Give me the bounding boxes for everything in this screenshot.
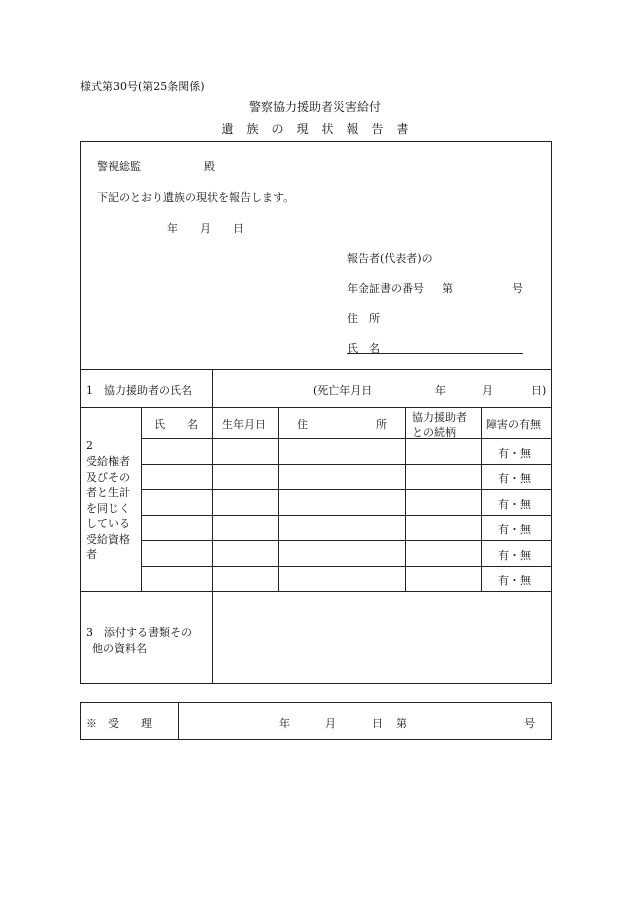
- header-address-a: 住: [297, 418, 308, 431]
- section2-label-line: 受給権者: [86, 455, 130, 468]
- row-line: [141, 489, 552, 490]
- disability-value: 有・無: [498, 574, 531, 587]
- section1-label: 1 協力援助者の氏名: [86, 384, 192, 397]
- intro-text: 下記のとおり遺族の現状を報告します。: [97, 191, 295, 204]
- reporter-name-underline: [347, 353, 523, 354]
- pension-number-prefix: 第: [442, 282, 453, 295]
- receipt-number-prefix: 第: [396, 717, 407, 730]
- col-line: [212, 407, 213, 591]
- form-id: 様式第30号(第25条関係): [80, 80, 205, 93]
- section2-label-line: している: [86, 517, 130, 530]
- death-date-label: (死亡年月日: [313, 384, 373, 397]
- form-subtitle: 遺族の現状報告書: [221, 122, 422, 136]
- disability-value: 有・無: [498, 447, 531, 460]
- header-address-b: 所: [376, 418, 387, 431]
- disability-value: 有・無: [498, 498, 531, 511]
- pension-number-label: 年金証書の番号: [347, 282, 424, 295]
- section3-divider: [212, 591, 213, 683]
- section2-label-line: 受給資格: [86, 532, 130, 546]
- receipt-number-suffix: 号: [524, 717, 535, 730]
- section1-top-line: [80, 369, 552, 370]
- section3-top-line: [80, 591, 552, 592]
- header-birthdate: 生年月日: [222, 418, 266, 431]
- reporter-label: 報告者(代表者)の: [347, 252, 433, 265]
- col-line: [278, 407, 279, 591]
- death-month-label: 月: [482, 384, 493, 397]
- disability-value: 有・無: [498, 549, 531, 562]
- header-name-b: 名: [187, 418, 198, 431]
- honorific: 殿: [204, 160, 215, 173]
- section1-divider: [212, 369, 213, 407]
- receipt-month: 月: [325, 717, 336, 730]
- section2-label-line: を同じく: [86, 501, 130, 515]
- row-line: [141, 464, 552, 465]
- header-relation-line2: との続柄: [412, 426, 456, 439]
- row-line: [141, 515, 552, 516]
- header-name-a: 氏: [154, 418, 165, 431]
- form-title: 警察協力援助者災害給付: [248, 100, 381, 114]
- header-disability: 障害の有無: [486, 418, 541, 431]
- receipt-label: ※ 受 理: [86, 717, 152, 730]
- receipt-year: 年: [279, 717, 290, 730]
- col-line: [481, 407, 482, 591]
- col-line: [141, 407, 142, 591]
- disability-value: 有・無: [498, 523, 531, 536]
- section3-label-line2: 他の資料名: [92, 642, 147, 655]
- receipt-divider: [178, 702, 179, 740]
- receipt-day: 日: [372, 717, 383, 730]
- addressee: 警視総監: [97, 160, 141, 173]
- death-day-label: 日): [531, 384, 547, 397]
- report-date: 年 月 日: [167, 222, 244, 235]
- section2-label: [86, 454, 130, 563]
- row-line: [141, 566, 552, 567]
- section2-header-bottom: [141, 438, 552, 439]
- col-line: [405, 407, 406, 591]
- section3-label-line1: 3 添付する書類その: [86, 626, 192, 639]
- row-line: [141, 540, 552, 541]
- section2-label-line: 者: [86, 548, 97, 561]
- pension-number-suffix: 号: [512, 282, 523, 295]
- reporter-address-label: 住 所: [347, 312, 380, 325]
- section2-number: 2: [86, 439, 93, 452]
- reporter-name-label: 氏 名: [347, 342, 380, 355]
- disability-value: 有・無: [498, 472, 531, 485]
- death-year-label: 年: [435, 384, 446, 397]
- section2-label-line: 者と生計: [86, 486, 130, 499]
- header-relation-line1: 協力援助者: [412, 411, 467, 424]
- section2-label-line: 及びその: [86, 470, 130, 484]
